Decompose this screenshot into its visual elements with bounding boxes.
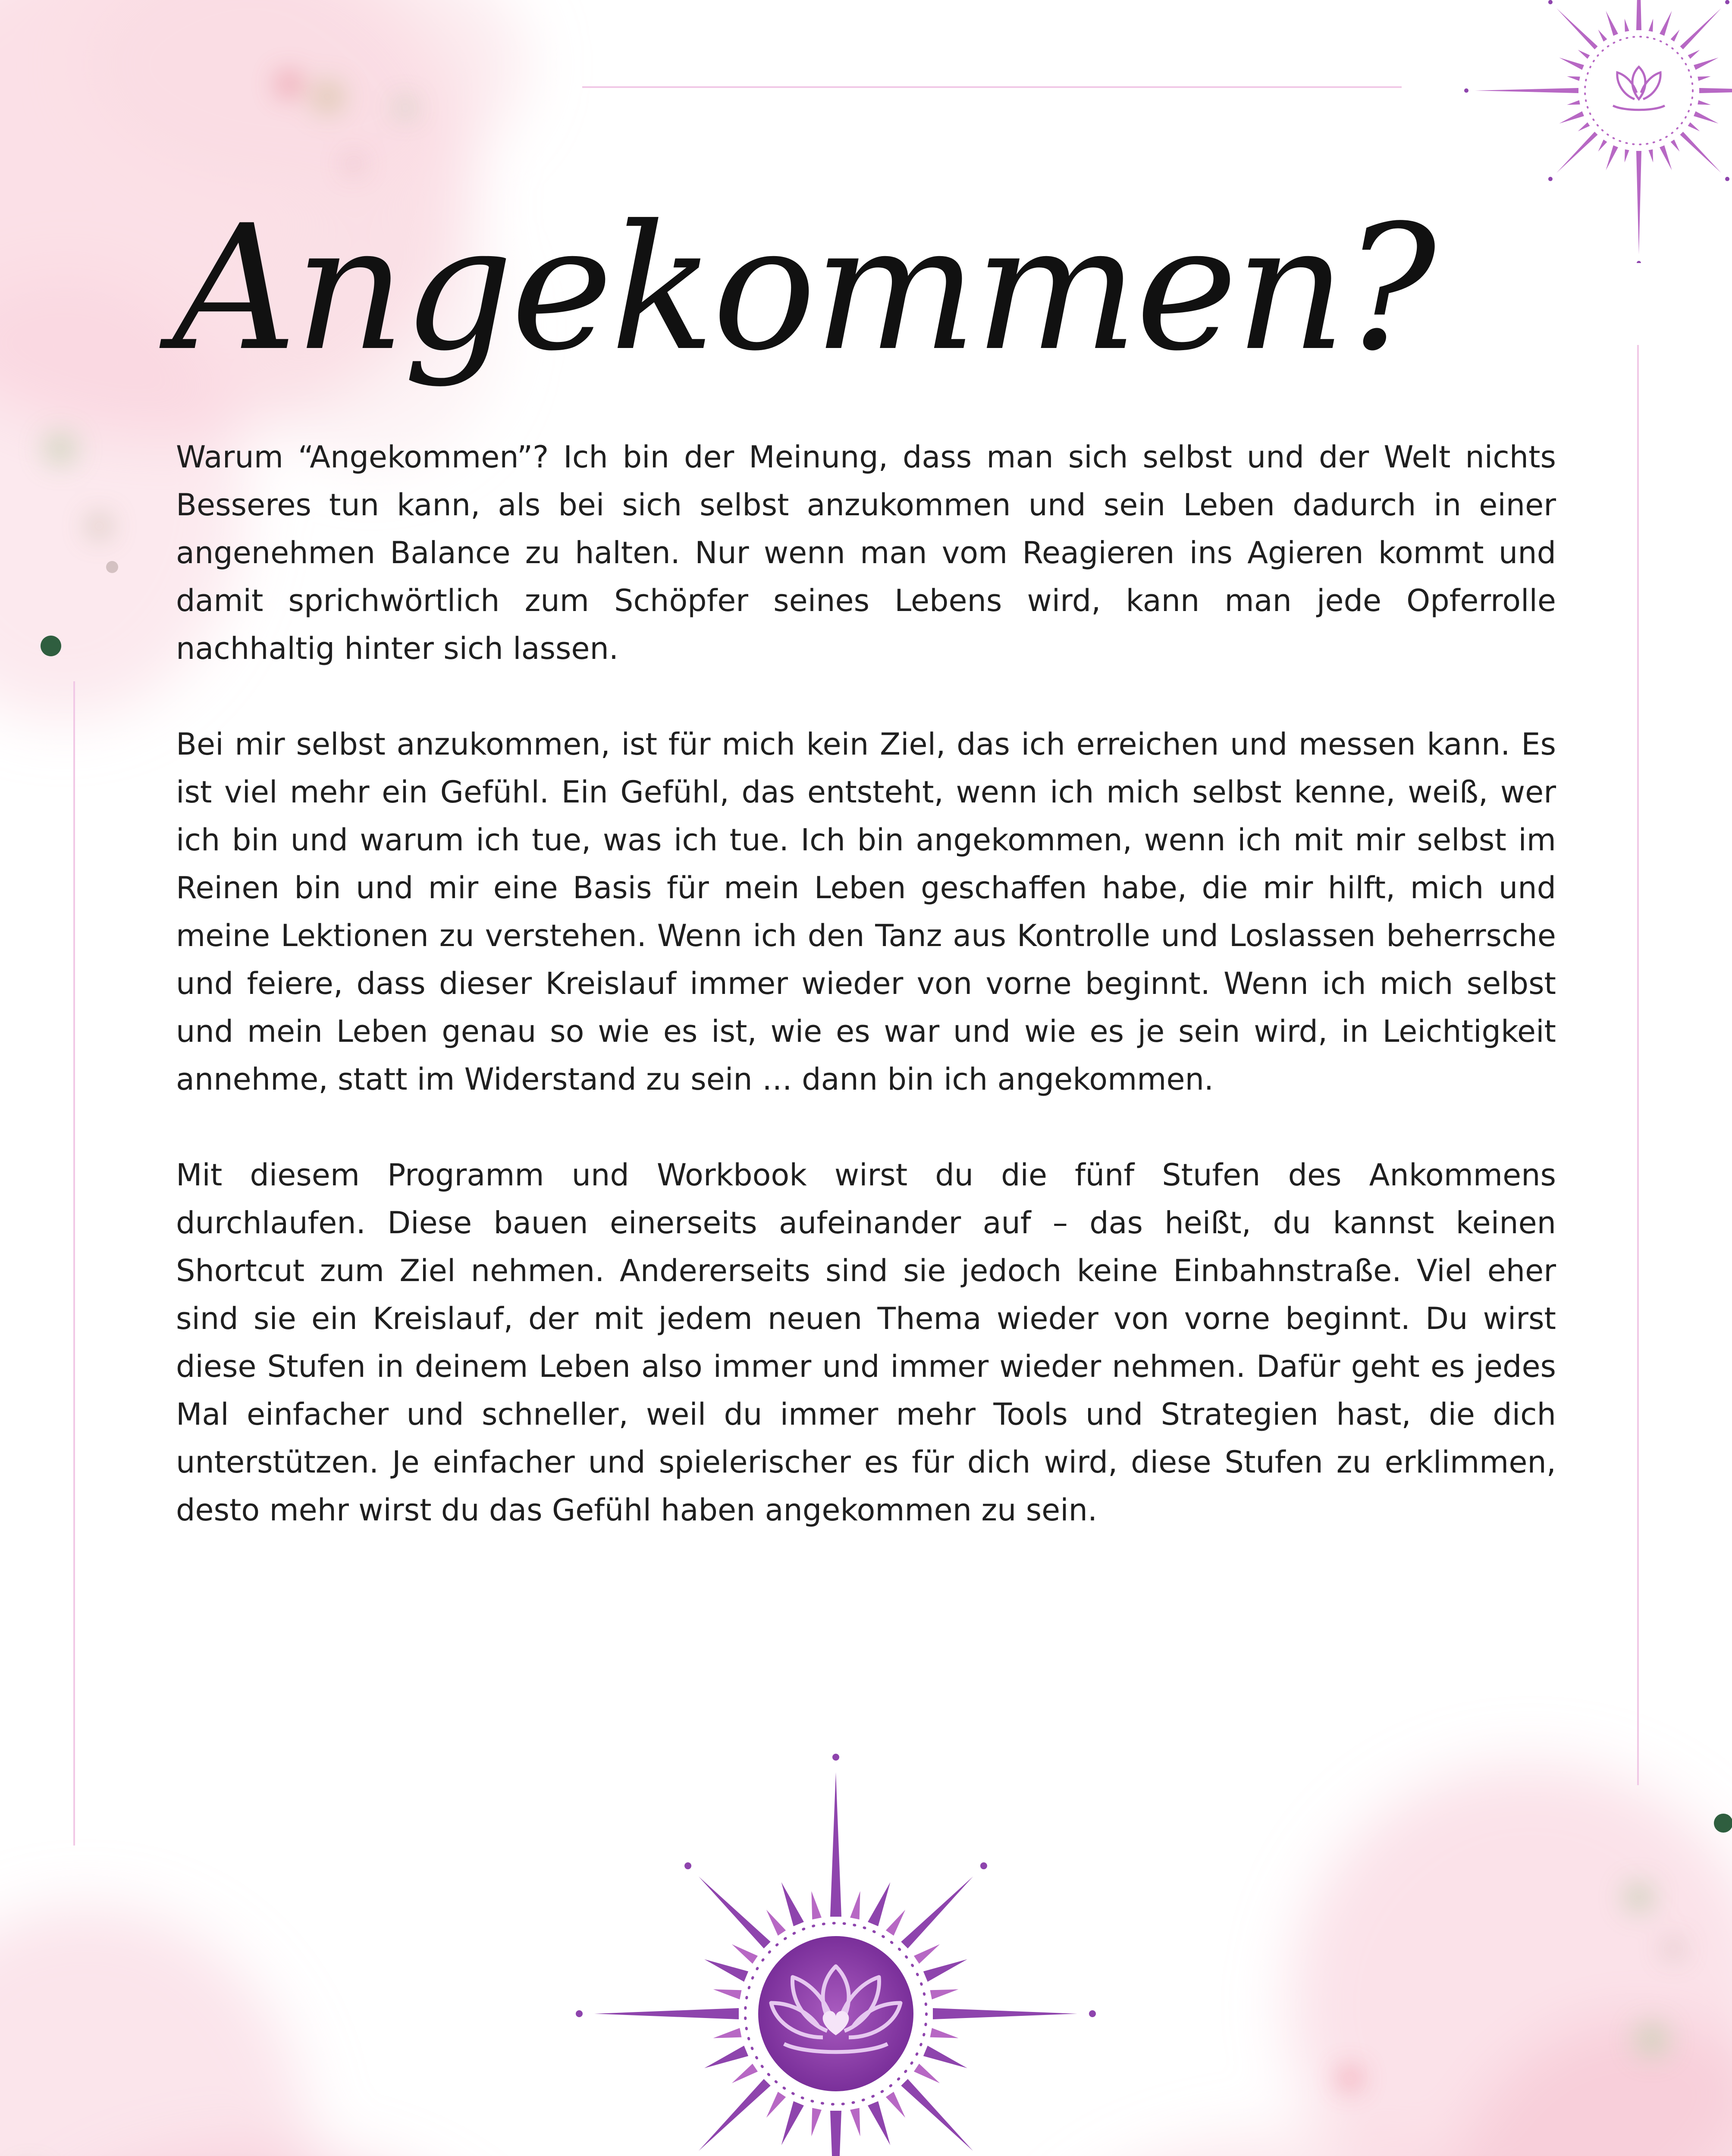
sun-ray (886, 1910, 905, 1936)
lotus-icon (1613, 67, 1665, 110)
sun-ray (1636, 151, 1641, 254)
sun-ray (1556, 8, 1597, 49)
sun-ray (704, 1959, 748, 1982)
sun-ray (594, 2008, 739, 2019)
sun-ray (1697, 100, 1710, 105)
dotted-ring (1585, 37, 1693, 144)
sun-ray (781, 2101, 804, 2145)
sun-ray (1699, 88, 1732, 93)
paragraph-1: Warum “Angekommen”? Ich bin der Meinung, dass man sich selbst und der Welt nichts Besseres tun kann, als bei sich selbst anzukommen und sein Leben dadurch in einer angenehmen Balance zu halten. Nur wenn man vom Reagieren ins Agieren kommt und damit sprichwörtlich zum Schöpfer seines Lebens wird, kann man jede Opferrolle nachhaltig hinter sich lassen. (176, 439, 1556, 666)
sun-ray (732, 2064, 758, 2083)
sun-ray (732, 1944, 758, 1964)
sun-ray (830, 1772, 841, 1917)
body-text (176, 433, 1556, 1582)
sun-ray (923, 1959, 967, 1982)
sun-ray (868, 2101, 890, 2145)
sun-ray (1660, 145, 1672, 170)
ray-dot (1725, 0, 1729, 4)
sun-ray (713, 1989, 742, 1999)
ray-dot (1548, 0, 1553, 4)
sun-ray (1680, 132, 1721, 172)
emblem-core (758, 1936, 913, 2091)
sun-ray (1559, 57, 1584, 70)
sun-ray (1578, 122, 1590, 132)
sun-ray (901, 1877, 973, 1949)
watercolor-bottom-left (0, 1906, 574, 2156)
sun-ray (930, 1989, 959, 1999)
ray-dot (1548, 177, 1553, 181)
ray-dot (576, 2010, 583, 2017)
sun-ray (1556, 132, 1597, 172)
sun-ray (1567, 76, 1580, 81)
sun-ray (811, 2108, 821, 2137)
sun-ray (699, 1877, 771, 1949)
ray-dot (1637, 261, 1641, 263)
sun-ray (850, 1891, 860, 1920)
sun-ray (1688, 50, 1700, 59)
sun-ray (781, 1882, 804, 1926)
sun-ray (830, 2111, 841, 2156)
sun-ray (1475, 88, 1578, 93)
ray-dot (1464, 88, 1468, 93)
sun-ray (1694, 111, 1719, 124)
sun-ray (1680, 8, 1721, 49)
sun-ray (1636, 0, 1641, 30)
sun-ray (850, 2108, 860, 2137)
sun-ray (1660, 11, 1672, 36)
sun-ray (766, 2092, 786, 2118)
sunburst-lotus-icon (1458, 0, 1732, 263)
sun-ray (1625, 149, 1629, 162)
page-title: Angekommen? (173, 188, 1434, 389)
ink-dot (41, 636, 61, 656)
sun-ray (1567, 100, 1580, 105)
paragraph-3: Mit diesem Programm und Workbook wirst du die fünf Stufen des Ankommens durchlaufen. Diese bauen einerseits aufeinander auf – das heißt, du kannst keinen Shortcut zum Ziel nehmen. Andererseits sind sie jedoch keine Einbahnstraße. Viel eher sind sie ein Kreislauf, der mit jedem neuen Thema wieder von vorne beginnt. Du wirst diese Stufen in deinem Leben also immer und immer wieder nehmen. Dafür geht es jedes Mal einfacher und schneller, weil du immer mehr Tools und Strategien hast, die dich unterstützen. Je einfacher und spielerischer es für dich wird, diese Stufen zu erklimmen, desto mehr wirst du das Gefühl haben angekommen zu sein. (176, 1157, 1556, 1528)
watercolor-bottom-right (1026, 1764, 1732, 2156)
sun-ray (1559, 111, 1584, 124)
sun-ray (886, 2092, 905, 2118)
sun-ray (933, 2008, 1077, 2019)
sun-ray (811, 1891, 821, 1920)
sun-ray (1606, 11, 1618, 36)
sun-ray (1578, 50, 1590, 59)
ray-dot (1089, 2010, 1096, 2017)
top-rule (582, 86, 1402, 88)
sun-ray (914, 1944, 940, 1964)
ray-dot (980, 1862, 987, 1869)
sun-ray (1625, 19, 1629, 31)
sun-ray (914, 2064, 940, 2083)
sun-ray (704, 2046, 748, 2068)
sun-ray (766, 1910, 786, 1936)
right-rule (1637, 345, 1639, 1785)
sun-ray (901, 2079, 973, 2151)
sun-ray (1648, 149, 1653, 162)
ray-dot (1725, 177, 1729, 181)
sun-ray (713, 2028, 742, 2038)
sun-ray (1606, 145, 1618, 170)
ray-dot (832, 1754, 839, 1761)
sun-ray (930, 2028, 959, 2038)
sun-ray (1697, 76, 1710, 81)
sunburst-lotus-emblem (568, 1746, 1103, 2156)
sun-ray (1671, 30, 1680, 42)
ray-dot (684, 1862, 691, 1869)
sun-ray (1598, 30, 1607, 42)
sun-ray (868, 1882, 890, 1926)
sun-ray (1694, 57, 1719, 70)
sun-ray (1688, 122, 1700, 132)
left-rule (73, 681, 75, 1846)
sun-ray (1648, 19, 1653, 31)
sun-ray (1598, 140, 1607, 152)
paragraph-2: Bei mir selbst anzukommen, ist für mich kein Ziel, das ich erreichen und messen kann. Es ist viel mehr ein Gefühl. Ein Gefühl, das entsteht, wenn ich mich selbst kenne, weiß, wer ich bin und warum ich tue, was ich tue. Ich bin angekommen, wenn ich mit mir selbst im Reinen bin und mir eine Basis für mein Leben geschaffen habe, die mir hilft, mich und meine Lektionen zu verstehen. Wenn ich den Tanz aus Kontrolle und Loslassen beherrsche und feiere, dass dieser Kreislauf immer wieder von vorne beginnt. Wenn ich mich selbst und mein Leben genau so wie es ist, wie es war und wie es je sein wird, in Leichtigkeit annehme, statt im Widerstand zu sein … dann bin ich angekommen. (176, 727, 1556, 1097)
sun-ray (923, 2046, 967, 2068)
sun-ray (1671, 140, 1680, 152)
sun-ray (699, 2079, 771, 2151)
